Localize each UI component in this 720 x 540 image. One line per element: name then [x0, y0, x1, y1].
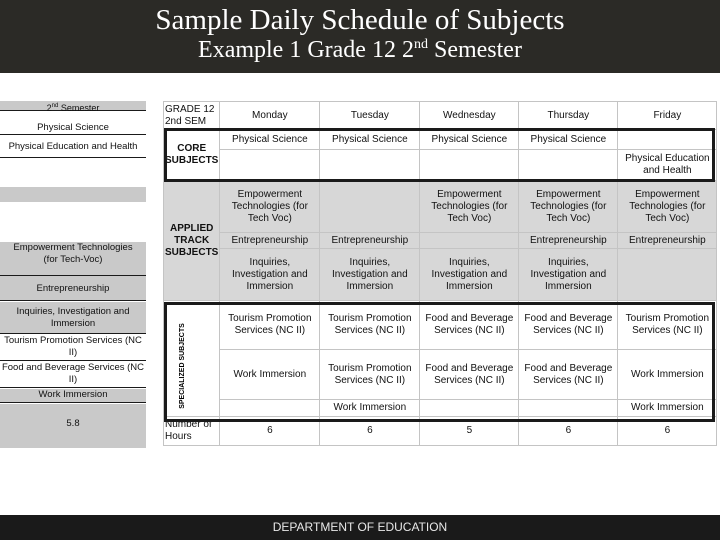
hours-value: 6 [220, 417, 320, 446]
specialized-subjects-label: SPECIALIZED SUBJECTS [179, 323, 186, 409]
semester-superscript: nd [51, 103, 59, 109]
hours-value: 6 [519, 417, 618, 446]
table-cell: Inquiries, Investigation and Immersion [220, 249, 320, 301]
subtitle-superscript: nd [413, 37, 428, 52]
table-cell: Physical Science [320, 130, 420, 150]
table-cell: Food and Beverage Services (NC II) [420, 350, 519, 400]
table-cell: Inquiries, Investigation and Immersion [519, 249, 618, 301]
table-cell [420, 400, 519, 417]
table-cell [320, 181, 420, 233]
hours-value: 6 [320, 417, 420, 446]
table-cell: Empowerment Technologies (for Tech Voc) [519, 181, 618, 233]
table-cell [618, 249, 717, 301]
table-cell: Physical Science [220, 130, 320, 150]
table-cell: Entrepreneurship [220, 233, 320, 249]
grey-spacer [0, 187, 146, 202]
table-cell: Inquiries, Investigation and Immersion [420, 249, 519, 301]
table-cell [519, 150, 618, 181]
page-subtitle [0, 37, 720, 64]
table-cell: Empowerment Technologies (for Tech Voc) [220, 181, 320, 233]
semester-heading [0, 101, 146, 111]
list-item: Physical Science [0, 122, 146, 135]
table-cell: Work Immersion [618, 400, 717, 417]
table-cell: Physical Science [519, 130, 618, 150]
table-cell: Work Immersion [320, 400, 420, 417]
table-cell: Tourism Promotion Services (NC II) [320, 301, 420, 350]
list-item: Inquiries, Investigation and Immersion [0, 302, 146, 334]
day-header-wednesday: Wednesday [420, 102, 519, 130]
table-corner: GRADE 12 2nd SEM [164, 102, 220, 130]
list-item: (for Tech-Voc) [0, 254, 146, 276]
semester-word: Semester [58, 103, 100, 113]
core-subjects-label: CORE SUBJECTS [164, 130, 220, 181]
list-item: Physical Education and Health [0, 141, 146, 158]
table-cell [519, 400, 618, 417]
table-cell [420, 150, 519, 181]
table-cell: Entrepreneurship [320, 233, 420, 249]
title-bar [0, 0, 720, 73]
day-header-friday: Friday [618, 102, 717, 130]
list-item: Work Immersion [0, 389, 146, 403]
total-hours: 5.8 [0, 404, 146, 448]
semester-number: 2 [46, 103, 52, 113]
table-cell [420, 233, 519, 249]
table-cell: Physical Science [420, 130, 519, 150]
hours-label: Number of Hours [164, 417, 220, 446]
semester-subject-list [0, 101, 146, 448]
applied-track-label: APPLIED TRACK SUBJECTS [164, 181, 220, 301]
list-item: Empowerment Technologies [0, 242, 146, 254]
table-cell: Entrepreneurship [519, 233, 618, 249]
hours-value: 6 [618, 417, 717, 446]
schedule-table [163, 101, 717, 446]
subtitle-main: Example 1 Grade 12 2 [198, 37, 414, 63]
table-cell: Food and Beverage Services (NC II) [519, 350, 618, 400]
list-item: Tourism Promotion Services (NC II) [0, 335, 146, 361]
day-header-monday: Monday [220, 102, 320, 130]
day-header-tuesday: Tuesday [320, 102, 420, 130]
footer: DEPARTMENT OF EDUCATION [0, 515, 720, 540]
table-cell: Empowerment Technologies (for Tech Voc) [420, 181, 519, 233]
hours-value: 5 [420, 417, 519, 446]
table-cell: Entrepreneurship [618, 233, 717, 249]
table-cell: Empowerment Technologies (for Tech Voc) [618, 181, 717, 233]
table-cell: Physical Education and Health [618, 150, 717, 181]
page-title: Sample Daily Schedule of Subjects [155, 4, 565, 36]
day-header-thursday: Thursday [519, 102, 618, 130]
table-cell: Food and Beverage Services (NC II) [519, 301, 618, 350]
list-item: Food and Beverage Services (NC II) [0, 362, 146, 388]
list-item: Entrepreneurship [0, 276, 146, 301]
subtitle-tail: Semester [427, 37, 522, 63]
table-cell: Food and Beverage Services (NC II) [420, 301, 519, 350]
table-cell [220, 150, 320, 181]
table-cell [320, 150, 420, 181]
table-cell: Tourism Promotion Services (NC II) [220, 301, 320, 350]
table-cell: Tourism Promotion Services (NC II) [618, 301, 717, 350]
table-cell: Inquiries, Investigation and Immersion [320, 249, 420, 301]
table-cell: Work Immersion [220, 350, 320, 400]
table-cell: Work Immersion [618, 350, 717, 400]
table-cell: Tourism Promotion Services (NC II) [320, 350, 420, 400]
table-cell [618, 130, 717, 150]
table-cell [220, 400, 320, 417]
